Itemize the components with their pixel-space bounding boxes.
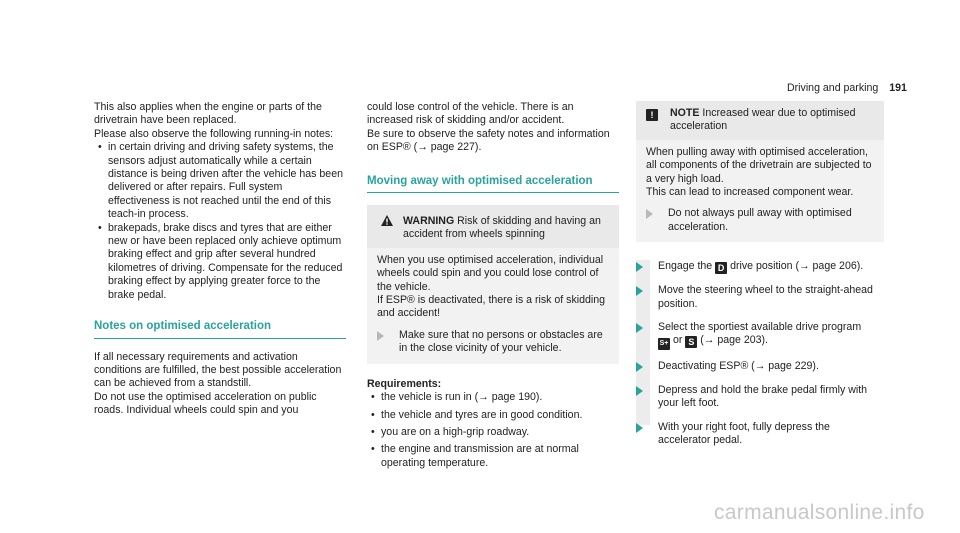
warning-title: Risk of skidding and having an accident from wheels spinning [403, 215, 601, 241]
exclamation-icon: ! [646, 109, 658, 121]
page-number: 191 [889, 82, 907, 94]
note-box [636, 101, 884, 242]
section-heading: Moving away with optimised acceleration [367, 174, 593, 187]
paragraph: If ESP® is deactivated, there is a risk of skidding and accident! [377, 294, 606, 320]
step-arrow-icon [636, 323, 643, 333]
section-title: Driving and parking [787, 82, 879, 94]
list-item: • the vehicle is run in (→ page 190). [367, 391, 619, 404]
step-list [636, 260, 884, 447]
paragraph: could lose control of the vehicle. There is an increased risk of skidding and/or accident. [367, 101, 574, 127]
step-item: Engage the D drive position (→ page 206). [636, 260, 884, 274]
warning-header [367, 205, 619, 248]
list-item: • you are on a high-grip roadway. [367, 426, 619, 439]
step-arrow-icon [636, 286, 643, 296]
note-label: NOTE [670, 107, 700, 119]
paragraph: If all necessary requirements and activation conditions are fulfilled, the best possible acceleration can be achieved from a standstill. [94, 350, 342, 390]
list-item: • the engine and transmission are at normal operating temperature. [367, 443, 619, 470]
paragraph: Do not use the optimised acceleration on public roads. Individual wheels could spin and you [94, 390, 317, 417]
section-heading-wrap [367, 175, 619, 193]
step-arrow-icon [636, 362, 643, 372]
paragraph: Please also observe the following running-in notes: [94, 127, 334, 140]
section-heading: Notes on optimised acceleration [94, 320, 272, 333]
step-arrow-icon [636, 262, 643, 272]
step-item: Depress and hold the brake pedal firmly with your left foot. [636, 384, 884, 411]
sport-icon: S [685, 336, 697, 348]
paragraph: Be sure to observe the safety notes and information on ESP® (→ page 227). [367, 127, 610, 154]
paragraph: When pulling away with optimised acceleration, all components of the drivetrain are subjected to a very high load. [646, 145, 872, 185]
step-item: Deactivating ESP® (→ page 229). [636, 360, 884, 373]
requirements-label: Requirements: [367, 377, 442, 390]
note-body [636, 140, 884, 242]
note-step: Do not always pull away with optimised acceleration. [646, 207, 876, 234]
warning-step: Make sure that no persons or obstacles are in the close vicinity of your vehicle. [377, 329, 611, 356]
column-3 [636, 101, 884, 448]
list-item: • the vehicle and tyres are in good condition. [367, 409, 619, 422]
sport-plus-icon: S+ [658, 338, 670, 350]
warning-label: WARNING [403, 215, 455, 228]
note-header [636, 101, 884, 140]
step-arrow-icon [377, 331, 384, 341]
watermark: carmanualsonline.info [714, 501, 925, 524]
list-item: • brakepads, brake discs and tyres that are either new or have been replaced only achieve optimum braking effect and grip after several hundred kilometres of driving. Compensate for the reduced braking effect by applying greater force to the brake pedal. [94, 222, 346, 302]
paragraph: When you use optimised acceleration, individual wheels could spin and you could lose control of the vehicle. [377, 253, 604, 293]
section-heading-wrap [94, 320, 346, 338]
column-2 [367, 101, 619, 470]
warning-icon [381, 215, 393, 230]
running-header [787, 82, 907, 95]
paragraph: This also applies when the engine or parts of the drivetrain have been replaced. [94, 101, 322, 127]
note-title: Increased wear due to optimised acceleration [670, 107, 856, 133]
paragraph: This can lead to increased component wear. [646, 186, 854, 199]
step-arrow-icon [636, 423, 643, 433]
step-item: With your right foot, fully depress the accelerator pedal. [636, 421, 884, 448]
list-item: • in certain driving and driving safety systems, the sensors adjust automatically while a certain distance is being driven after the vehicle has been delivered or after repairs. Full system effectiveness is not reached until the end of this teach-in process. [94, 141, 346, 221]
warning-box [367, 205, 619, 364]
step-arrow-icon [636, 386, 643, 396]
drive-position-d-icon: D [715, 262, 727, 274]
step-arrow-icon [646, 209, 653, 219]
column-1 [94, 101, 346, 418]
warning-body [367, 248, 619, 364]
step-item: Move the steering wheel to the straight-ahead position. [636, 284, 884, 311]
step-item: Select the sportiest available drive program S+ or S (→ page 203). [636, 321, 884, 350]
